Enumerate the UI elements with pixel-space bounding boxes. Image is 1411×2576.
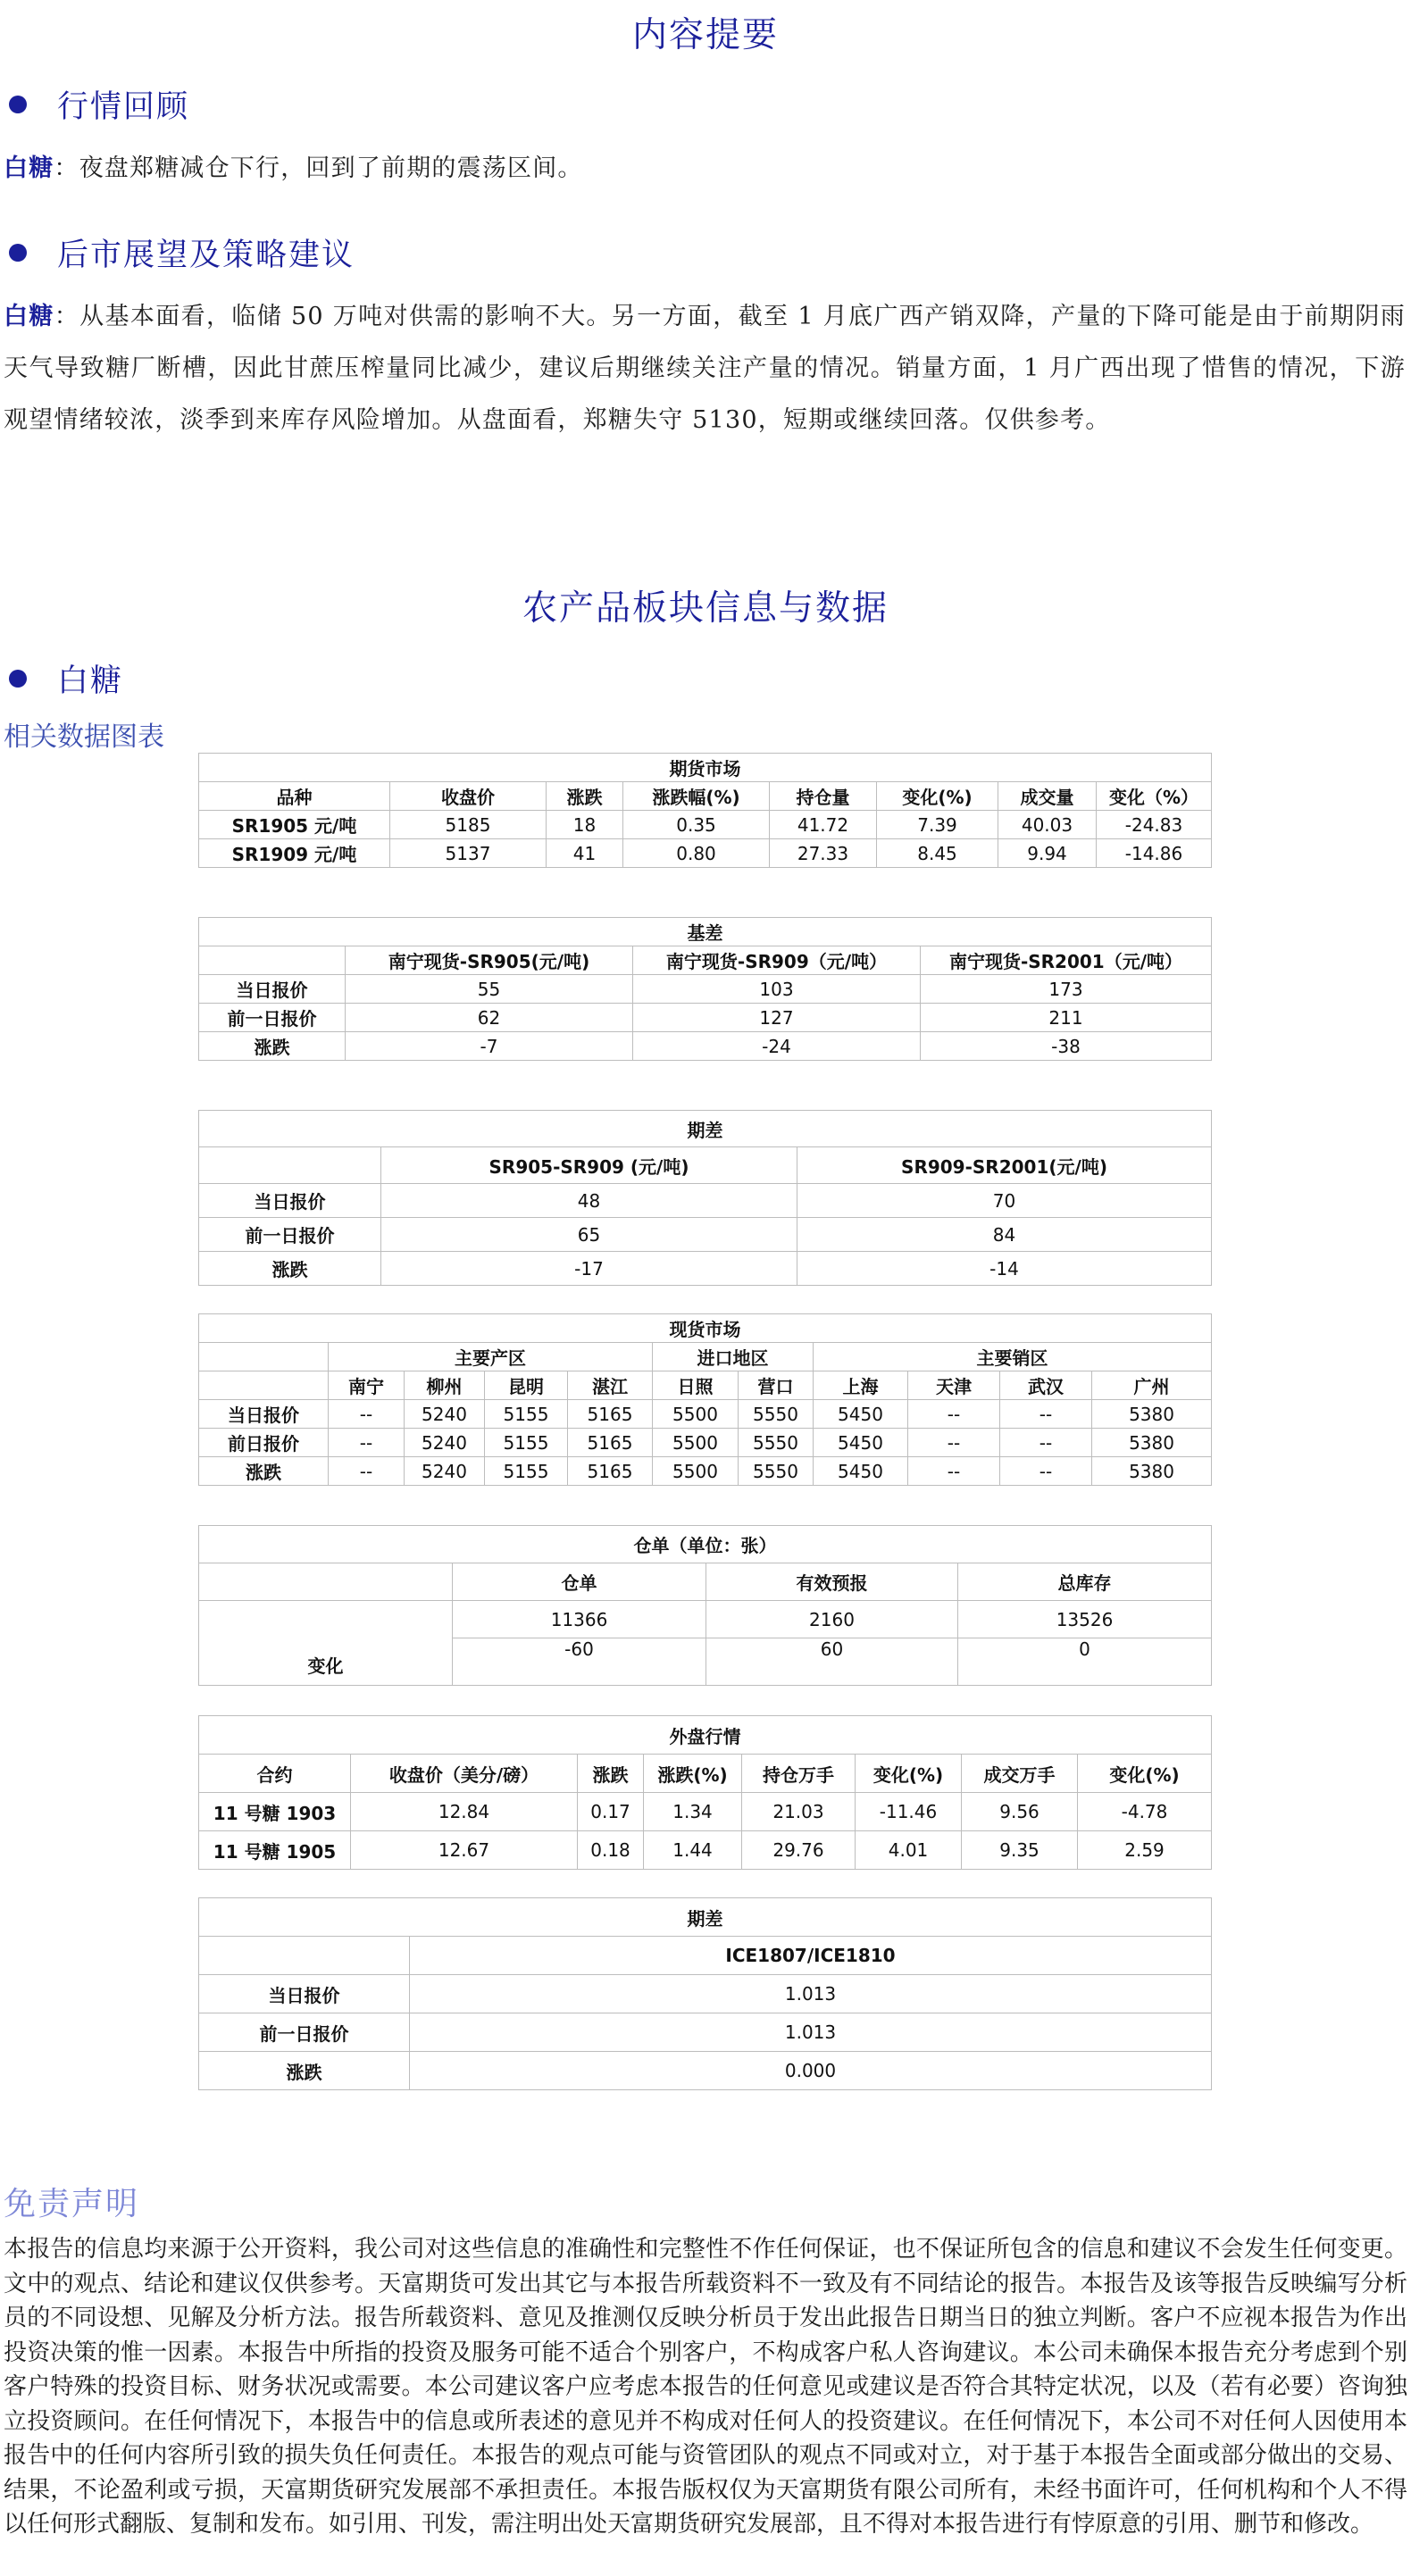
- overseas-cell: 21.03: [742, 1793, 856, 1831]
- basis-cell: -7: [346, 1032, 633, 1061]
- spread-row-label: 当日报价: [199, 1184, 381, 1218]
- overseas-header: 成交万手: [962, 1755, 1078, 1793]
- outlook-paragraph: [4, 291, 1406, 446]
- spot-cell: 5380: [1092, 1400, 1212, 1429]
- ice-spread-row-label: 涨跌: [199, 2052, 410, 2090]
- ice-spread-header: ICE1807/ICE1810: [410, 1937, 1212, 1975]
- basis-cell: -38: [921, 1032, 1212, 1061]
- warehouse-header: 仓单: [453, 1563, 706, 1601]
- bullet-icon: [9, 96, 27, 113]
- ice-spread-cell: 0.000: [410, 2052, 1212, 2090]
- spot-cell: 5500: [653, 1400, 739, 1429]
- spot-cell: 5450: [814, 1400, 908, 1429]
- overseas-cell: 12.84: [351, 1793, 578, 1831]
- overseas-row-label: 11 号糖 1905: [199, 1831, 351, 1870]
- overseas-cell: 29.76: [742, 1831, 856, 1870]
- spot-row-label: 当日报价: [199, 1400, 329, 1429]
- table-row: [199, 1601, 1212, 1638]
- sugar-heading: [4, 656, 123, 701]
- warehouse-corner: [199, 1563, 453, 1601]
- spot-cell: 5450: [814, 1457, 908, 1486]
- table-row: [199, 1457, 1212, 1486]
- overseas-header: 合约: [199, 1755, 351, 1793]
- table-row: [199, 1638, 1212, 1686]
- outlook-heading-text: 后市展望及策略建议: [57, 238, 355, 273]
- table-row: [199, 1184, 1212, 1218]
- warehouse-caption: 仓单（单位：张）: [199, 1526, 1212, 1563]
- ice-spread-corner: [199, 1937, 410, 1975]
- review-label: 白糖: [4, 154, 54, 182]
- warehouse-header: 总库存: [958, 1563, 1212, 1601]
- futures-cell: 0.35: [623, 811, 770, 839]
- table-row: [199, 1032, 1212, 1061]
- futures-caption: 期货市场: [199, 754, 1212, 782]
- futures-cell: 5185: [390, 811, 547, 839]
- overseas-row-label: 11 号糖 1903: [199, 1793, 351, 1831]
- futures-cell: -24.83: [1097, 811, 1212, 839]
- futures-header: 持仓量: [770, 782, 877, 811]
- outlook-text: ：从基本面看，临储 50 万吨对供需的影响不大。另一方面，截至 1 月底广西产销双降，产量的下降可能是由于前期阴雨天气导致糖厂断槽，因此甘蔗压榨量同比减少，建议后期继续关注产量的情况。销量方面，1 月广西出现了惜售的情况，下游观望情绪较浓，淡季到来库存风险增加。从盘面看，郑糖失守 5130，短期或继续回落。仅供参考。: [4, 303, 1407, 434]
- spot-cell: 5155: [485, 1429, 568, 1457]
- spot-city: 南宁: [329, 1371, 405, 1400]
- spot-city: 广州: [1092, 1371, 1212, 1400]
- futures-header: 变化（%）: [1097, 782, 1212, 811]
- spot-cell: 5165: [568, 1429, 653, 1457]
- overseas-header: 涨跌(%): [644, 1755, 742, 1793]
- spread-row-label: 涨跌: [199, 1252, 381, 1286]
- spread-cell: -17: [381, 1252, 797, 1286]
- spot-cell: --: [908, 1457, 1000, 1486]
- basis-header: [199, 946, 346, 975]
- table-row: [199, 1429, 1212, 1457]
- spread-cell: 84: [797, 1218, 1212, 1252]
- warehouse-cell: 11366: [453, 1601, 706, 1638]
- futures-cell: 7.39: [877, 811, 998, 839]
- spot-city: 武汉: [1000, 1371, 1092, 1400]
- spot-cell: 5240: [405, 1457, 485, 1486]
- section-title: 农产品板块信息与数据: [522, 588, 889, 629]
- ice-spread-cell: 1.013: [410, 1975, 1212, 2013]
- spot-row-label: 前日报价: [199, 1429, 329, 1457]
- basis-cell: -24: [633, 1032, 921, 1061]
- spread-cell: 65: [381, 1218, 797, 1252]
- warehouse-table: [198, 1525, 1212, 1686]
- warehouse-cell: -60: [453, 1638, 706, 1686]
- spread-row-label: 前一日报价: [199, 1218, 381, 1252]
- table-row: [199, 2052, 1212, 2090]
- overseas-cell: 9.35: [962, 1831, 1078, 1870]
- table-row: [199, 1218, 1212, 1252]
- spot-cell: 5165: [568, 1457, 653, 1486]
- spot-cell: 5380: [1092, 1429, 1212, 1457]
- overseas-cell: 2.59: [1078, 1831, 1212, 1870]
- overseas-header: 变化(%): [1078, 1755, 1212, 1793]
- futures-cell: 18: [547, 811, 623, 839]
- spread-header: SR909-SR2001(元/吨): [797, 1147, 1212, 1184]
- outlook-heading: [4, 230, 355, 275]
- basis-row-label: 涨跌: [199, 1032, 346, 1061]
- table-row: [199, 1252, 1212, 1286]
- futures-header: 变化(%): [877, 782, 998, 811]
- basis-caption: 基差: [199, 918, 1212, 946]
- basis-header: 南宁现货-SR905(元/吨): [346, 946, 633, 975]
- overseas-table: [198, 1715, 1212, 1870]
- ice-spread-row-label: 前一日报价: [199, 2013, 410, 2052]
- spot-city: 湛江: [568, 1371, 653, 1400]
- overseas-cell: 12.67: [351, 1831, 578, 1870]
- spot-cell: 5380: [1092, 1457, 1212, 1486]
- spot-cell: 5155: [485, 1400, 568, 1429]
- ice-spread-cell: 1.013: [410, 2013, 1212, 2052]
- spot-city: 上海: [814, 1371, 908, 1400]
- futures-cell: 9.94: [998, 839, 1097, 868]
- spot-cell: 5165: [568, 1400, 653, 1429]
- basis-cell: 173: [921, 975, 1212, 1004]
- basis-cell: 55: [346, 975, 633, 1004]
- spot-cell: 5500: [653, 1457, 739, 1486]
- spot-cell: --: [329, 1400, 405, 1429]
- futures-cell: 41.72: [770, 811, 877, 839]
- sugar-heading-text: 白糖: [57, 663, 124, 699]
- disclaimer-text: 本报告的信息均来源于公开资料，我公司对这些信息的准确性和完整性不作任何保证，也不保证所包含的信息和建议不会发生任何变更。文中的观点、结论和建议仅供参考。天富期货可发出其它与本报告所载资料不一致及有不同结论的报告。本报告及该等报告反映编写分析员的不同设想、见解及分析方法。报告所载资料、意见及推测仅反映分析员于发出此报告日期当日的独立判断。客户不应视本报告为作出投资决策的惟一因素。本报告中所指的投资及服务可能不适合个别客户，不构成客户私人咨询建议。本公司未确保本报告充分考虑到个别客户特殊的投资目标、财务状况或需要。本公司建议客户应考虑本报告的任何意见或建议是否符合其特定状况，以及（若有必要）咨询独立投资顾问。在任何情况下，本报告中的信息或所表述的意见并不构成对任何人的投资建议。在任何情况下，本公司不对任何人因使用本报告中的任何内容所引致的损失负任何责任。本报告的观点可能与资管团队的观点不同或对立，对于基于本报告全面或部分做出的交易、结果，不论盈利或亏损，天富期货研究发展部不承担责任。本报告版权仅为天富期货有限公司所有，未经书面许可，任何机构和个人不得以任何形式翻版、复制和发布。如引用、刊发，需注明出处天富期货研究发展部，且不得对本报告进行有悖原意的引用、删节和修改。: [4, 2236, 1407, 2538]
- spot-cell: --: [1000, 1429, 1092, 1457]
- warehouse-cell: 0: [958, 1638, 1212, 1686]
- overseas-cell: 1.34: [644, 1793, 742, 1831]
- basis-header: 南宁现货-SR2001（元/吨）: [921, 946, 1212, 975]
- spread-table: [198, 1110, 1212, 1286]
- ice-spread-table: [198, 1897, 1212, 2090]
- futures-row-label: SR1905 元/吨: [199, 811, 390, 839]
- basis-cell: 62: [346, 1004, 633, 1032]
- spread-header: [199, 1147, 381, 1184]
- spot-city: 柳州: [405, 1371, 485, 1400]
- spread-caption: 期差: [199, 1111, 1212, 1147]
- spot-table: [198, 1313, 1212, 1486]
- warehouse-header: 有效预报: [706, 1563, 958, 1601]
- overseas-header: 持仓万手: [742, 1755, 856, 1793]
- futures-header: 收盘价: [390, 782, 547, 811]
- spot-cell: 5240: [405, 1400, 485, 1429]
- ice-spread-row-label: 当日报价: [199, 1975, 410, 2013]
- review-paragraph: [4, 143, 1406, 195]
- spot-cell: --: [908, 1400, 1000, 1429]
- table-row: [199, 1793, 1212, 1831]
- table-row: [199, 975, 1212, 1004]
- spot-cell: --: [329, 1457, 405, 1486]
- overseas-cell: 1.44: [644, 1831, 742, 1870]
- spot-cell: 5500: [653, 1429, 739, 1457]
- spot-city: 天津: [908, 1371, 1000, 1400]
- basis-table: [198, 917, 1212, 1061]
- basis-cell: 127: [633, 1004, 921, 1032]
- overseas-cell: -11.46: [856, 1793, 962, 1831]
- futures-cell: 41: [547, 839, 623, 868]
- table-row: [199, 2013, 1212, 2052]
- review-text: ：夜盘郑糖减仓下行，回到了前期的震荡区间。: [54, 154, 583, 182]
- spot-city: 昆明: [485, 1371, 568, 1400]
- futures-header: 涨跌: [547, 782, 623, 811]
- spread-cell: 48: [381, 1184, 797, 1218]
- outlook-label: 白糖: [4, 303, 54, 330]
- overseas-caption: 外盘行情: [199, 1716, 1212, 1755]
- warehouse-cell: 2160: [706, 1601, 958, 1638]
- spot-cell: --: [908, 1429, 1000, 1457]
- spot-city: 营口: [739, 1371, 814, 1400]
- spot-group: 主要产区: [329, 1343, 653, 1371]
- futures-cell: -14.86: [1097, 839, 1212, 868]
- spread-cell: -14: [797, 1252, 1212, 1286]
- overseas-header: 涨跌: [578, 1755, 644, 1793]
- spot-cell: 5155: [485, 1457, 568, 1486]
- warehouse-row-label: 变化: [199, 1638, 453, 1686]
- futures-header: 成交量: [998, 782, 1097, 811]
- futures-header: 品种: [199, 782, 390, 811]
- spot-cell: 5550: [739, 1457, 814, 1486]
- table-row: [199, 1400, 1212, 1429]
- review-heading: [4, 82, 189, 127]
- basis-header: 南宁现货-SR909（元/吨）: [633, 946, 921, 975]
- overseas-cell: -4.78: [1078, 1793, 1212, 1831]
- spot-cell: 5550: [739, 1400, 814, 1429]
- futures-cell: 40.03: [998, 811, 1097, 839]
- futures-cell: 0.80: [623, 839, 770, 868]
- table-row: [199, 1004, 1212, 1032]
- basis-cell: 211: [921, 1004, 1212, 1032]
- overseas-header: 收盘价（美分/磅）: [351, 1755, 578, 1793]
- spot-corner: [199, 1343, 329, 1371]
- spot-row-label: 涨跌: [199, 1457, 329, 1486]
- review-heading-text: 行情回顾: [57, 89, 190, 125]
- basis-cell: 103: [633, 975, 921, 1004]
- warehouse-cell: 60: [706, 1638, 958, 1686]
- bullet-icon: [9, 670, 27, 688]
- spot-cell: --: [1000, 1400, 1092, 1429]
- spot-corner: [199, 1371, 329, 1400]
- spot-cell: 5550: [739, 1429, 814, 1457]
- basis-row-label: 前一日报价: [199, 1004, 346, 1032]
- spot-cell: 5450: [814, 1429, 908, 1457]
- related-charts-label: 相关数据图表: [4, 721, 164, 753]
- futures-cell: 5137: [390, 839, 547, 868]
- basis-row-label: 当日报价: [199, 975, 346, 1004]
- ice-spread-caption: 期差: [199, 1898, 1212, 1937]
- futures-row-label: SR1909 元/吨: [199, 839, 390, 868]
- summary-title: 内容提要: [631, 15, 779, 55]
- spot-group: 主要销区: [814, 1343, 1212, 1371]
- spot-group: 进口地区: [653, 1343, 814, 1371]
- futures-cell: 8.45: [877, 839, 998, 868]
- futures-header: 涨跌幅(%): [623, 782, 770, 811]
- spread-header: SR905-SR909 (元/吨): [381, 1147, 797, 1184]
- spot-cell: --: [329, 1429, 405, 1457]
- spread-cell: 70: [797, 1184, 1212, 1218]
- disclaimer-title: 免责声明: [4, 2186, 140, 2222]
- bullet-icon: [9, 244, 27, 262]
- overseas-cell: 4.01: [856, 1831, 962, 1870]
- spot-city: 日照: [653, 1371, 739, 1400]
- table-row: [199, 839, 1212, 868]
- overseas-header: 变化(%): [856, 1755, 962, 1793]
- table-row: [199, 1975, 1212, 2013]
- overseas-cell: 9.56: [962, 1793, 1078, 1831]
- warehouse-corner: [199, 1601, 453, 1638]
- table-row: [199, 1831, 1212, 1870]
- spot-cell: 5240: [405, 1429, 485, 1457]
- spot-caption: 现货市场: [199, 1314, 1212, 1343]
- warehouse-cell: 13526: [958, 1601, 1212, 1638]
- overseas-cell: 0.17: [578, 1793, 644, 1831]
- futures-table: [198, 753, 1212, 868]
- futures-cell: 27.33: [770, 839, 877, 868]
- spot-cell: --: [1000, 1457, 1092, 1486]
- overseas-cell: 0.18: [578, 1831, 644, 1870]
- table-row: [199, 811, 1212, 839]
